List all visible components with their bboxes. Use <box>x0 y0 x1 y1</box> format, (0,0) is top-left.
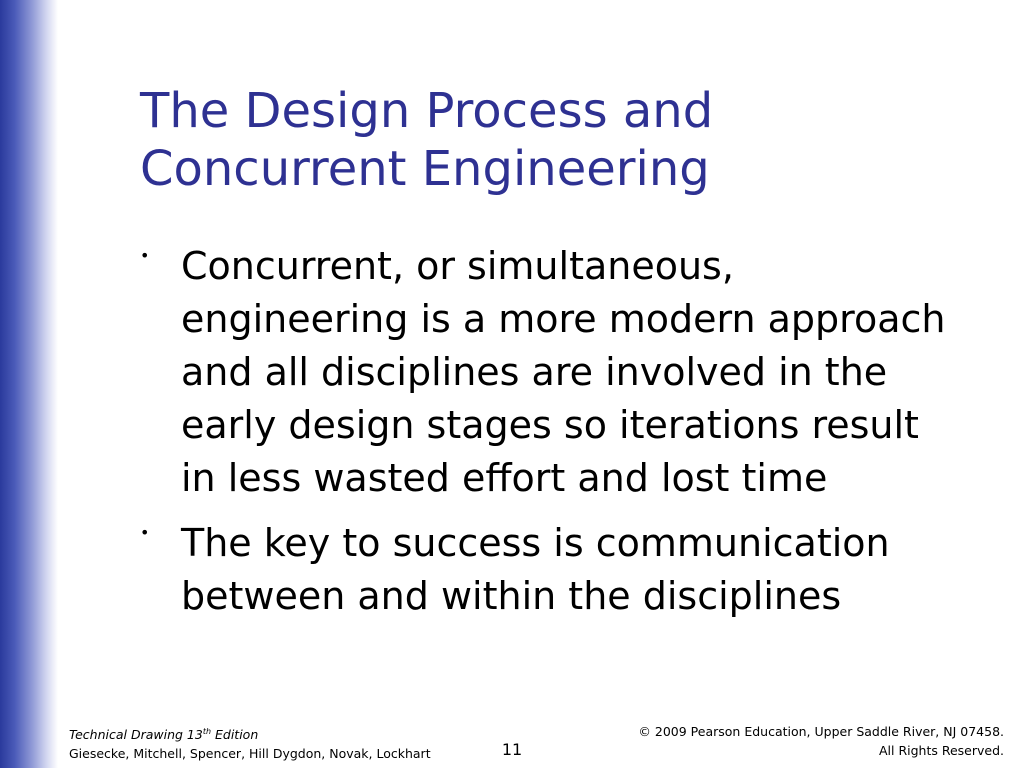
bullet-item <box>140 240 1010 505</box>
bullet-item <box>140 517 1010 623</box>
decorative-side-band <box>0 0 58 768</box>
footer-book-line <box>69 722 431 744</box>
footer-book-info <box>69 722 431 763</box>
bullet-dot-icon: • <box>140 523 150 542</box>
footer-copyright <box>638 722 1004 760</box>
bullet-line: Concurrent, or simultaneous, <box>181 244 734 288</box>
bullet-line: engineering is a more modern approach <box>181 297 946 341</box>
book-title: Technical Drawing 13 <box>69 727 203 743</box>
bullet-line: The key to success is communication <box>181 521 890 565</box>
bullet-line: and all disciplines are involved in the <box>181 350 888 394</box>
bullet-line: early design stages so iterations result <box>181 403 919 447</box>
page-number: 11 <box>501 740 523 759</box>
bullet-line: between and within the disciplines <box>181 574 842 618</box>
footer-authors: Giesecke, Mitchell, Spencer, Hill Dygdon, Novak, Lockhart <box>69 746 431 762</box>
title-line: Concurrent Engineering <box>140 141 710 197</box>
title-line: The Design Process and <box>140 83 714 139</box>
slide-title <box>140 82 1000 198</box>
edition-word: Edition <box>211 727 259 743</box>
bullet-list <box>140 240 1010 635</box>
copyright-text: © 2009 Pearson Education, Upper Saddle River, NJ 07458. <box>638 724 1004 739</box>
bullet-line: in less wasted effort and lost time <box>181 456 828 500</box>
bullet-dot-icon: • <box>140 246 150 265</box>
rights-text: All Rights Reserved. <box>878 743 1004 758</box>
edition-superscript: th <box>202 727 212 736</box>
